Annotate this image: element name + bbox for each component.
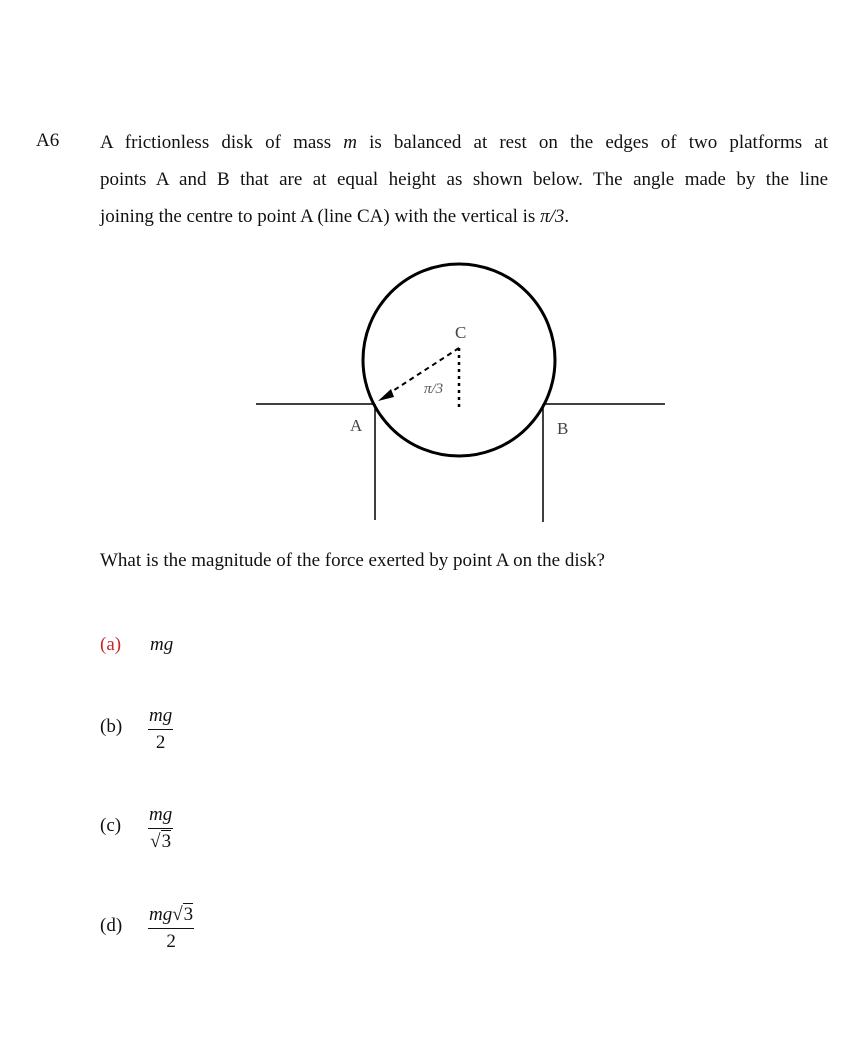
label-a: A <box>350 416 363 435</box>
line-ca <box>385 348 459 396</box>
angle-label: π/3 <box>424 381 444 397</box>
option-c-radicand: 3 <box>161 831 172 852</box>
option-b-label: (b) <box>100 716 123 737</box>
option-d-radicand: 3 <box>183 904 194 925</box>
question-prompt: What is the magnitude of the force exerted by point A on the disk? <box>100 550 605 571</box>
angle-value: π/3 <box>540 206 565 227</box>
option-c-numerator: mg <box>149 804 173 825</box>
option-c-denominator <box>150 829 171 852</box>
root-sign: √ <box>150 831 161 852</box>
option-a-expression: mg <box>150 634 174 655</box>
option-d-numerator: mg√3 <box>149 904 194 925</box>
option-b-denominator: 2 <box>155 732 166 753</box>
root-sign: √ <box>172 904 183 925</box>
label-b: B <box>557 419 569 438</box>
question-number: A6 <box>36 130 60 151</box>
option-a-label: (a) <box>100 634 122 655</box>
option-c-fraction <box>148 805 173 852</box>
disk <box>363 264 555 456</box>
stem-line-1: A frictionless disk of mass m is balanced at rest on the edges of two platforms at <box>100 132 828 153</box>
option-b-numerator: mg <box>149 705 173 726</box>
option-c-label: (c) <box>100 815 122 836</box>
option-d-label: (d) <box>100 915 123 936</box>
option-d-denominator: 2 <box>166 931 176 952</box>
option-b-fraction <box>148 706 173 753</box>
arrowhead-a <box>378 389 394 401</box>
label-c: C <box>455 323 467 342</box>
option-d-fraction <box>148 905 194 952</box>
mass-variable: m <box>343 132 357 153</box>
stem-line-2: points A and B that are at equal height as shown below. The angle made by the line <box>100 169 828 190</box>
stem-line-3: joining the centre to point A (line CA) with the vertical is π/3. <box>100 206 570 227</box>
